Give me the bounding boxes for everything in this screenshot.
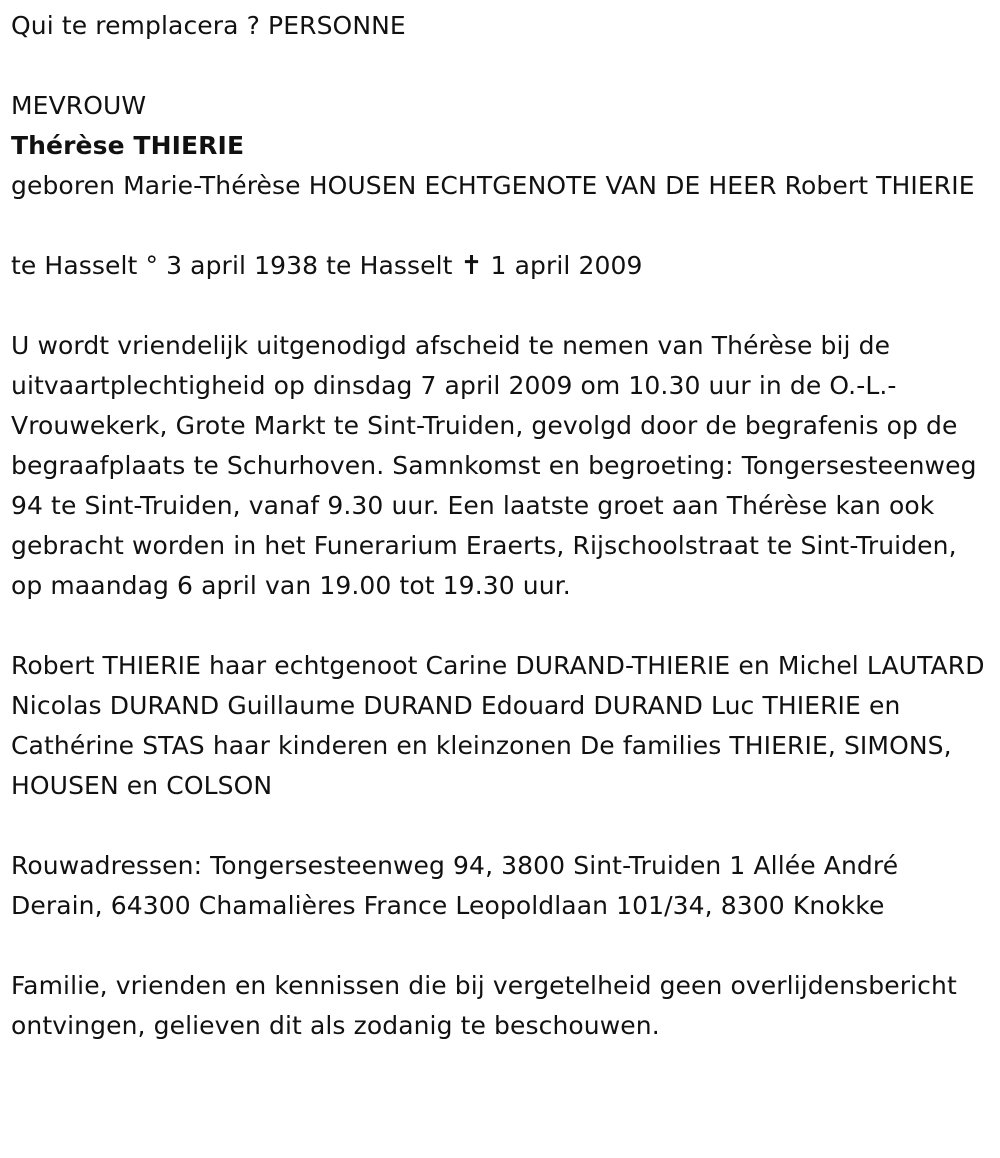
spacer <box>11 926 986 966</box>
deceased-name: Thérèse THIERIE <box>11 131 245 160</box>
funeral-invitation: U wordt vriendelijk uitgenodigd afscheid te nemen van Thérèse bij de uitvaartplechtigheid op dinsdag 7 april 2009 om 10.30 uur in de O.-L.-Vrouwekerk, Grote Markt te Sint-Truiden, gevolgd door de begrafenis op de begraafplaats te Schurhoven. Samnkomst en begroeting: Tongersesteenweg 94 te Sint-Truiden, vanaf 9.30 uur. Een laatste groet aan Thérèse kan ook gebracht worden in het Funerarium Eraerts, Rijschoolstraat te Sint-Truiden, op maandag 6 april van 19.00 tot 19.30 uur. <box>11 331 977 600</box>
spacer <box>11 46 986 86</box>
birth-and-spouse: geboren Marie-Thérèse HOUSEN ECHTGENOTE VAN DE HEER Robert THIERIE <box>11 171 975 200</box>
salutation: MEVROUW <box>11 91 147 120</box>
family-members: Robert THIERIE haar echtgenoot Carine DURAND-THIERIE en Michel LAUTARD Nicolas DURAND Guillaume DURAND Edouard DURAND Luc THIERIE en Cathérine STAS haar kinderen en kleinzonen De families THIERIE, SIMONS, HOUSEN en COLSON <box>11 651 985 800</box>
death-date-text: 1 april 2009 <box>482 251 643 280</box>
spacer <box>11 286 986 326</box>
obituary-notice <box>11 6 986 1046</box>
spacer <box>11 206 986 246</box>
mourning-addresses: Rouwadressen: Tongersesteenweg 94, 3800 Sint-Truiden 1 Allée André Derain, 64300 Chamalières France Leopoldlaan 101/34, 8300 Knokke <box>11 851 899 920</box>
dates-line <box>11 246 986 286</box>
motto-line: Qui te remplacera ? PERSONNE <box>11 11 406 40</box>
spacer <box>11 606 986 646</box>
closing-note: Familie, vrienden en kennissen die bij vergetelheid geen overlijdensbericht ontvingen, gelieven dit als zodanig te beschouwen. <box>11 971 957 1040</box>
spacer <box>11 806 986 846</box>
cross-icon: ✝ <box>460 251 483 281</box>
birth-date-text: te Hasselt ° 3 april 1938 te Hasselt <box>11 251 461 280</box>
